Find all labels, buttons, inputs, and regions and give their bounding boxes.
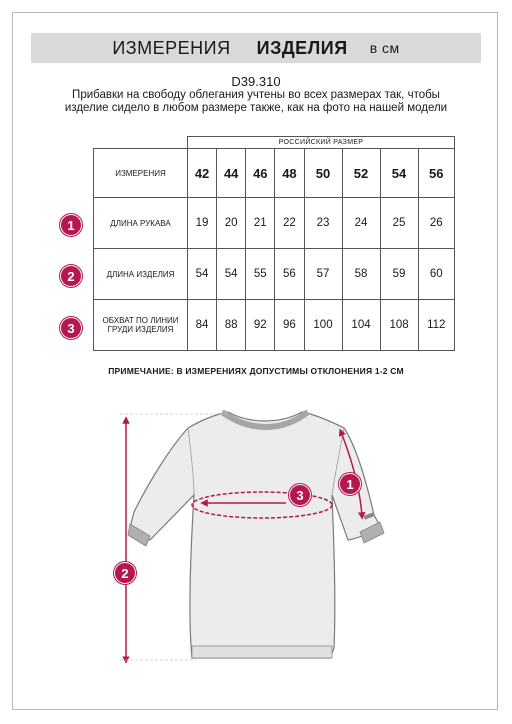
value-cell: 24: [342, 198, 380, 249]
row-badge-1: 1: [61, 215, 81, 235]
value-cell: 59: [380, 249, 418, 300]
value-cell: 84: [188, 300, 217, 351]
size-cell: 52: [342, 149, 380, 198]
size-cell: 56: [418, 149, 454, 198]
value-cell: 54: [217, 249, 246, 300]
value-cell: 108: [380, 300, 418, 351]
fit-description: Прибавки на свободу облегания учтены во всех размерах так, чтобы изделие сидело в любом размере также, как на фото на нашей модели: [64, 89, 448, 114]
table-row: [94, 249, 455, 300]
row-badge-3: 3: [61, 318, 81, 338]
value-cell: 104: [342, 300, 380, 351]
table-header-row: [94, 149, 455, 198]
size-cell: 54: [380, 149, 418, 198]
size-cell: 46: [246, 149, 275, 198]
size-cell: 48: [275, 149, 304, 198]
tolerance-note: ПРИМЕЧАНИЕ: В ИЗМЕРЕНИЯХ ДОПУСТИМЫ ОТКЛОНЕНИЯ 1-2 СМ: [108, 366, 404, 376]
header-unit: в см: [369, 40, 400, 56]
value-cell: 22: [275, 198, 304, 249]
size-table: [93, 136, 455, 351]
page-header: [31, 33, 481, 63]
row-label-sleeve-length: ДЛИНА РУКАВА: [94, 198, 188, 249]
sweater-outline: [130, 412, 380, 658]
row-badge-2: 2: [61, 266, 81, 286]
diagram-badge-3: 3: [290, 485, 310, 505]
size-cell: 42: [188, 149, 217, 198]
diagram-badge-2: 2: [115, 563, 135, 583]
value-cell: 23: [304, 198, 342, 249]
row-label-product-length: ДЛИНА ИЗДЕЛИЯ: [94, 249, 188, 300]
value-cell: 112: [418, 300, 454, 351]
diagram-badge-1: 1: [340, 474, 360, 494]
header-word-measurements: ИЗМЕРЕНИЯ: [112, 37, 231, 58]
measure-header: ИЗМЕРЕНИЯ: [94, 149, 188, 198]
value-cell: 25: [380, 198, 418, 249]
value-cell: 58: [342, 249, 380, 300]
value-cell: 21: [246, 198, 275, 249]
value-cell: 55: [246, 249, 275, 300]
russian-size-header: РОССИЙСКИЙ РАЗМЕР: [188, 137, 455, 149]
value-cell: 54: [188, 249, 217, 300]
value-cell: 100: [304, 300, 342, 351]
value-cell: 96: [275, 300, 304, 351]
value-cell: 20: [217, 198, 246, 249]
value-cell: 60: [418, 249, 454, 300]
row-label-chest-girth: ОБХВАТ ПО ЛИНИИ ГРУДИ ИЗДЕЛИЯ: [94, 300, 188, 351]
table-row: [94, 198, 455, 249]
size-cell: 50: [304, 149, 342, 198]
garment-diagram: [0, 395, 512, 670]
value-cell: 92: [246, 300, 275, 351]
product-code: D39.310: [231, 74, 281, 89]
hem-rib: [192, 646, 332, 658]
header-word-product: ИЗДЕЛИЯ: [256, 37, 348, 58]
table-row: [94, 300, 455, 351]
value-cell: 56: [275, 249, 304, 300]
value-cell: 19: [188, 198, 217, 249]
table-corner: [94, 137, 188, 149]
value-cell: 57: [304, 249, 342, 300]
size-cell: 44: [217, 149, 246, 198]
value-cell: 88: [217, 300, 246, 351]
value-cell: 26: [418, 198, 454, 249]
